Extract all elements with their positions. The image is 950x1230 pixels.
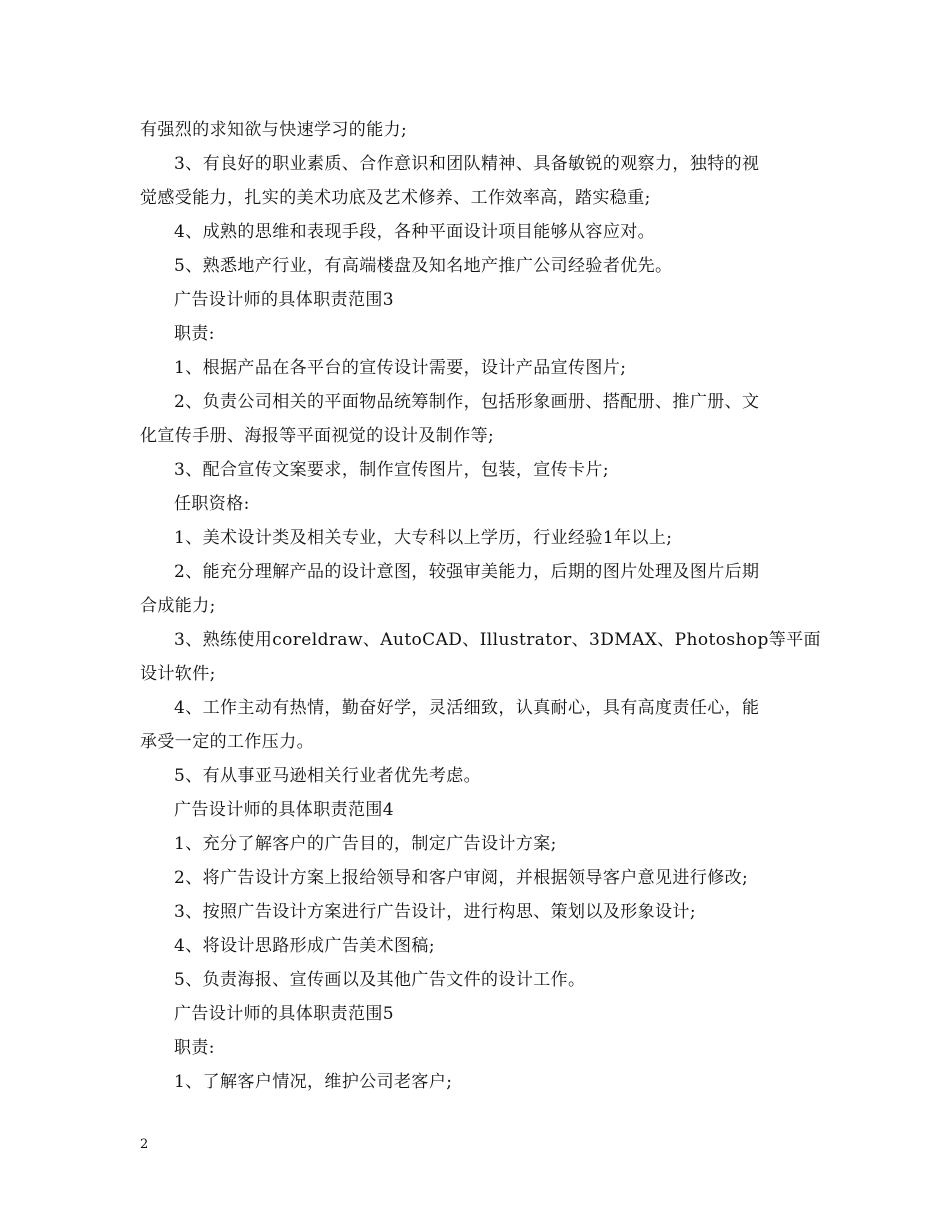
- page-number: 2: [140, 1137, 149, 1152]
- text-line: 4、将设计思路形成广告美术图稿;: [174, 936, 435, 956]
- text-line: 4、工作主动有热情，勤奋好学，灵活细致，认真耐心，具有高度责任心，能: [174, 698, 760, 718]
- text-line: 2、将广告设计方案上报给领导和客户审阅，并根据领导客户意见进行修改;: [174, 868, 749, 888]
- text-line: 5、负责海报、宣传画以及其他广告文件的设计工作。: [174, 970, 586, 990]
- section-heading: 广告设计师的具体职责范围5: [174, 1004, 395, 1024]
- text-line: 化宣传手册、海报等平面视觉的设计及制作等;: [140, 426, 495, 446]
- text-line: 1、充分了解客户的广告目的，制定广告设计方案;: [174, 834, 557, 854]
- text-line: 合成能力;: [140, 596, 216, 616]
- section-heading: 广告设计师的具体职责范围4: [174, 800, 395, 820]
- text-line: 3、按照广告设计方案进行广告设计，进行构思、策划以及形象设计;: [174, 902, 696, 922]
- text-line: 2、能充分理解产品的设计意图，较强审美能力，后期的图片处理及图片后期: [174, 562, 760, 582]
- text-line: 2、负责公司相关的平面物品统筹制作，包括形象画册、搭配册、推广册、文: [174, 392, 760, 412]
- text-line: 5、熟悉地产行业，有高端楼盘及知名地产推广公司经验者优先。: [174, 256, 673, 276]
- text-line: 觉感受能力，扎实的美术功底及艺术修养、工作效率高，踏实稳重;: [140, 188, 651, 208]
- text-line: 3、熟练使用coreldraw、AutoCAD、Illustrator、3DMAX、Photoshop等平面: [174, 630, 821, 650]
- text-line: 5、有从事亚马逊相关行业者优先考虑。: [174, 766, 482, 786]
- text-line: 4、成熟的思维和表现手段，各种平面设计项目能够从容应对。: [174, 222, 656, 242]
- subheading: 任职资格:: [174, 494, 250, 514]
- document-body: [140, 113, 821, 1099]
- text-line: 设计软件;: [140, 664, 216, 684]
- text-line: 有强烈的求知欲与快速学习的能力;: [140, 120, 408, 140]
- text-line: 3、配合宣传文案要求，制作宣传图片，包装，宣传卡片;: [174, 460, 609, 480]
- text-line: 1、美术设计类及相关专业，大专科以上学历，行业经验1年以上;: [174, 528, 673, 548]
- section-heading: 广告设计师的具体职责范围3: [174, 290, 395, 310]
- text-line: 承受一定的工作压力。: [140, 732, 314, 752]
- subheading: 职责:: [174, 324, 215, 344]
- subheading: 职责:: [174, 1038, 215, 1058]
- text-line: 1、了解客户情况，维护公司老客户;: [174, 1072, 453, 1092]
- text-line: 3、有良好的职业素质、合作意识和团队精神、具备敏锐的观察力，独特的视: [174, 154, 760, 174]
- text-line: 1、根据产品在各平台的宣传设计需要，设计产品宣传图片;: [174, 358, 627, 378]
